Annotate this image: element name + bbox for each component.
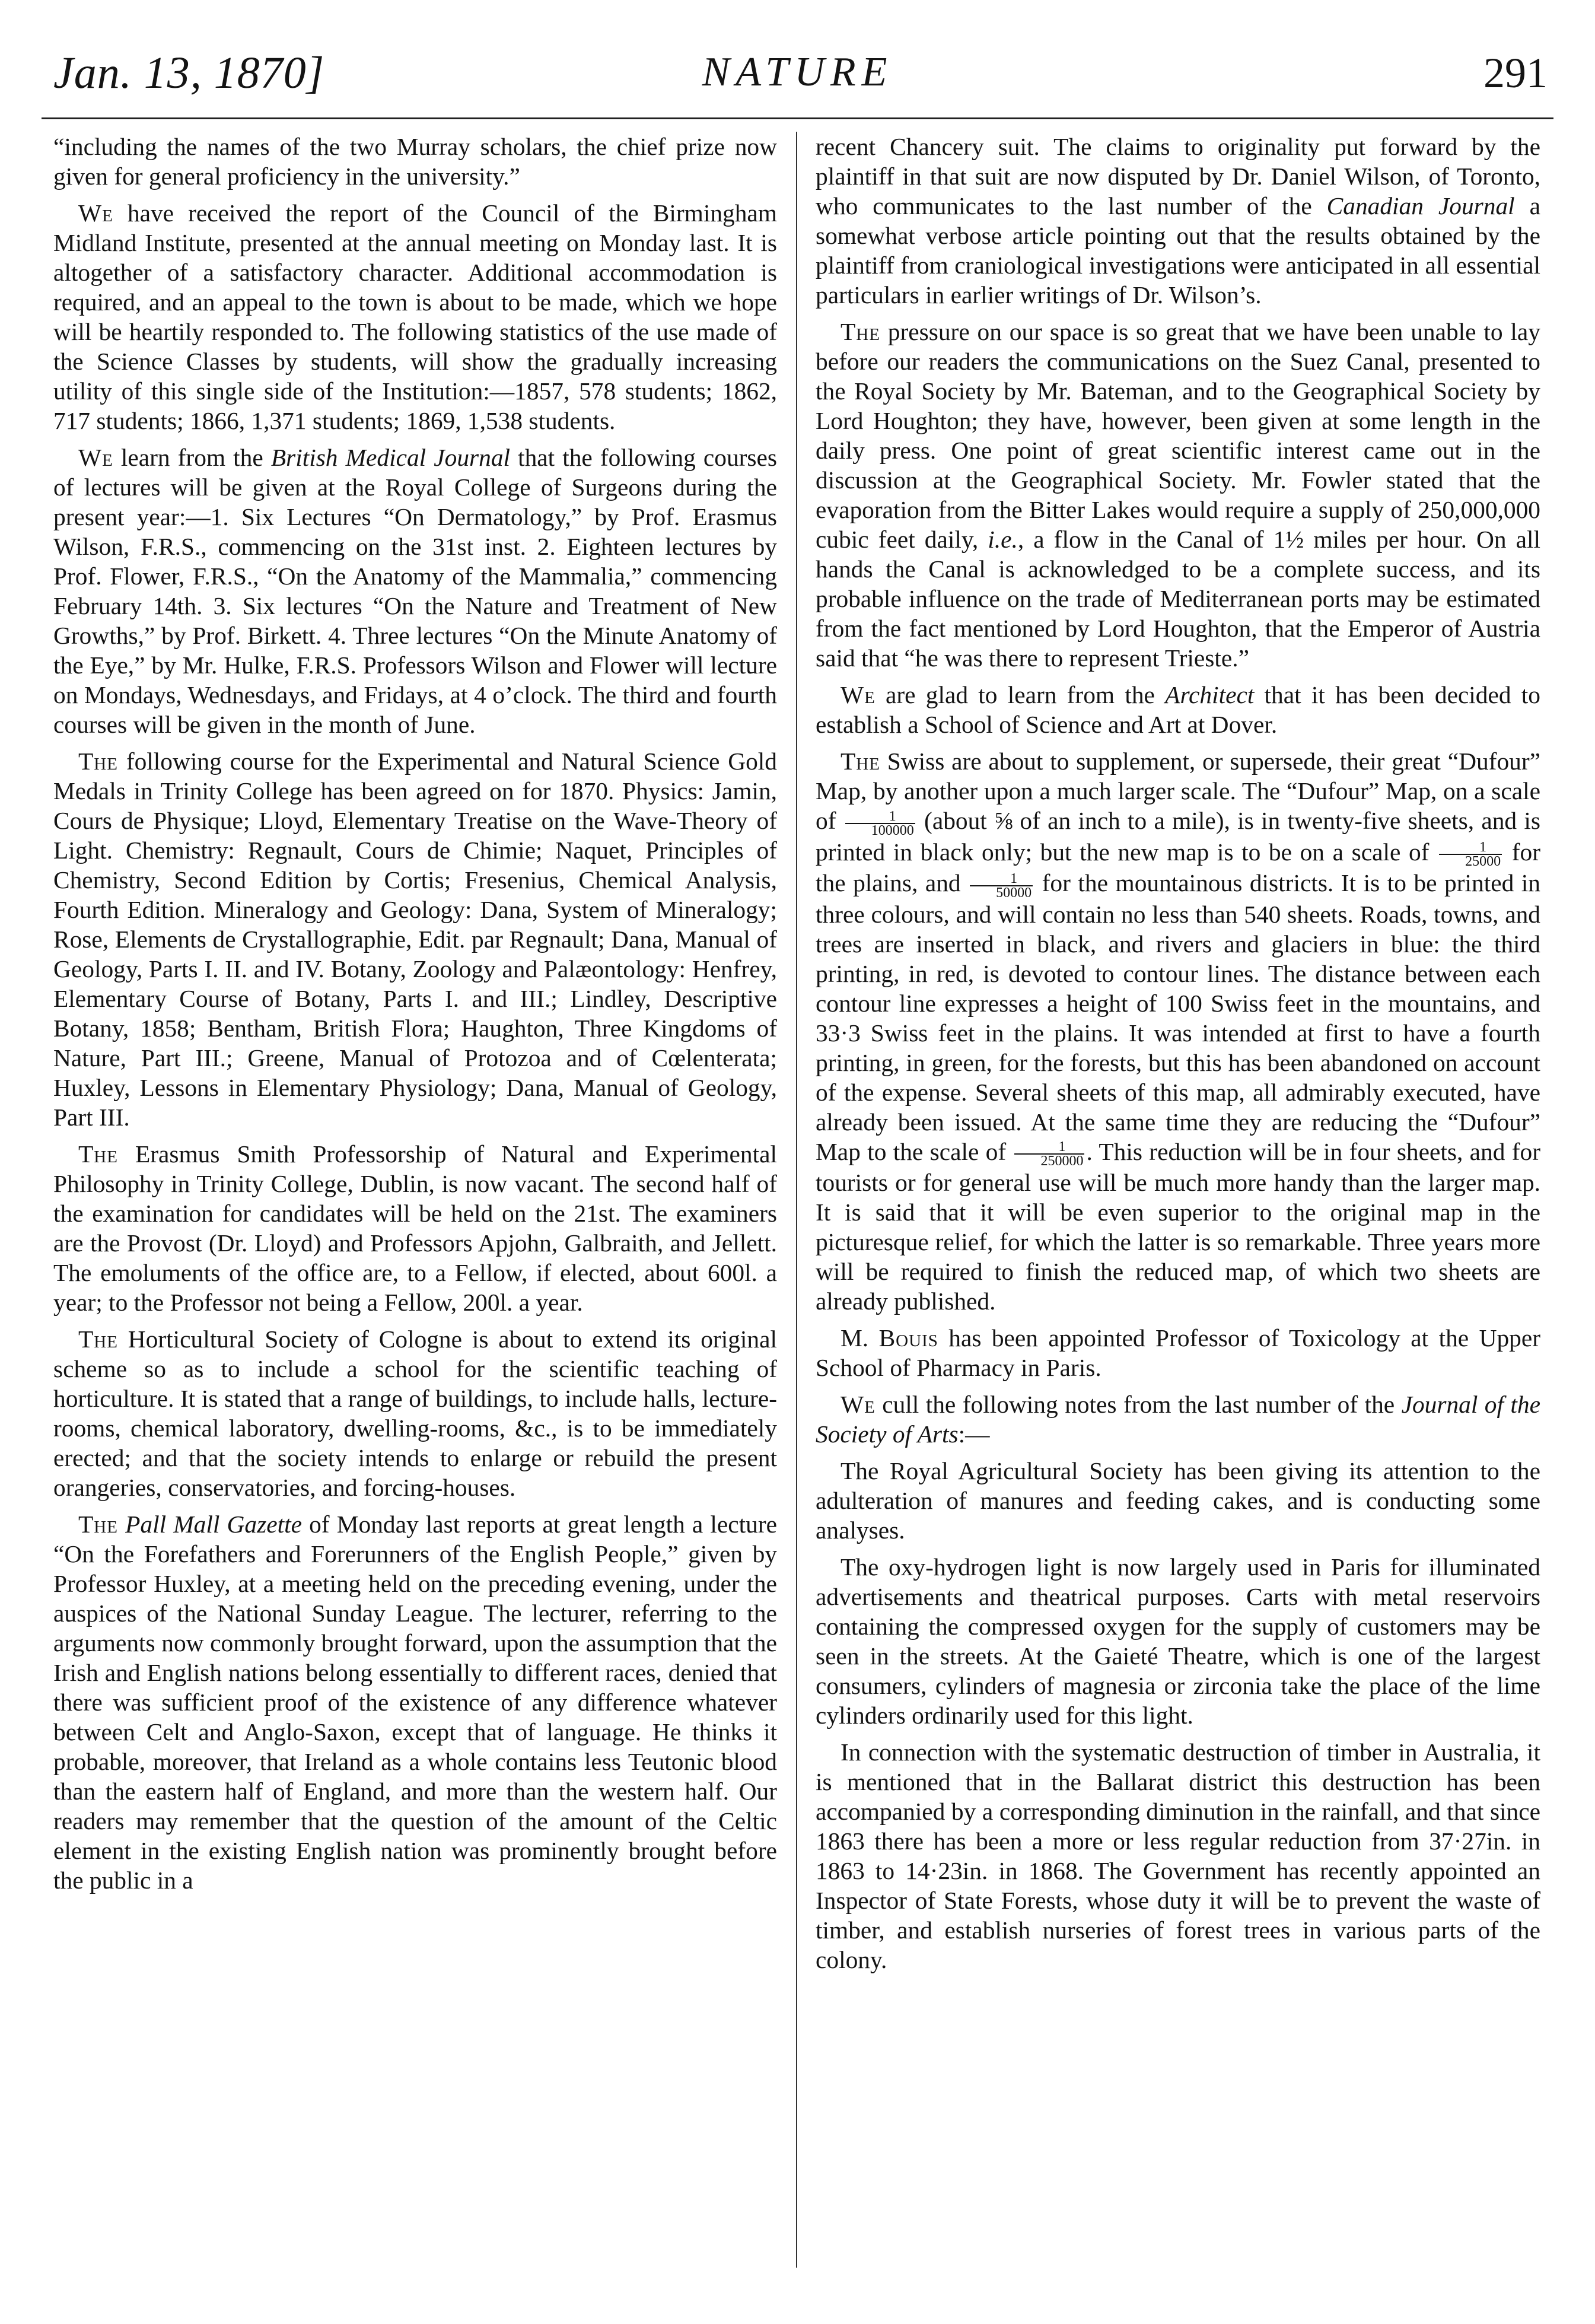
paragraph-oxy-hydrogen-light: The oxy-hydrogen light is now largely used in Paris for illuminated advertisements and theatrical purposes. Carts with metal reservoirs containing the compressed oxygen for the supply of customers may be seen in the streets. At the Gaieté Theatre, which is one of the largest consumers, cylinders of magnesia or zirconia take the place of the lime cylinders ordinarily used for this light. bbox=[816, 1553, 1540, 1729]
scale-fraction-3: $\frac{1}{50000}$ bbox=[970, 872, 1033, 899]
issue-date: Jan. 13, 1870] bbox=[53, 48, 325, 98]
left-column bbox=[53, 132, 777, 2280]
paragraph-dufour-map: The Swiss are about to supplement, or supersede, their great “Dufour” Map, by another upon a much larger scale. The “Dufour” Map, on a scale of $\frac{1}{100000}$ (about ⅝ of an inch to a mile), is in twenty-five sheets, and is printed in black only; but the new map is to be on a scale of $\frac{1}{25000}$ for the plains, and $\frac{1}{50000}$ for the mountainous districts. It is to be printed in three colours, and will contain no less than 540 sheets. Roads, towns, and trees are inserted in black, and rivers and glaciers in blue: the third printing, in red, is devoted to contour lines. The distance between each contour line expresses a height of 100 Swiss feet in the mountains, and 33·3 Swiss feet in the plains. It was intended at first to have a fourth printing, in green, for the forests, but this has been abandoned on account of the expense. Several sheets of this map, all admirably executed, have already been issued. At the same time they are reducing the “Dufour” Map to the scale of $\frac{1}{250000}$ . This reduction will be in four sheets, and for tourists or for general use will be much more handy than the larger map. It is said that it will be even superior to the original map in the picturesque relief, for which the latter is so remarkable. Three years more will be required to finish the reduced map, of which two sheets are already published. bbox=[816, 748, 1540, 1315]
paragraph-dover-school: We are glad to learn from the Architect that it has been decided to establish a School of Science and Art at Dover. bbox=[816, 681, 1540, 738]
paragraph-huxley-lecture: The Pall Mall Gazette of Monday last reports at great length a lecture “On the Forefathers and Forerunners of the English People,” given by Professor Huxley, at a meeting held on the preceding evening, under the auspices of the National Sunday League. The lecturer, referring to the arguments now commonly brought forward, upon the assumption that the Irish and English nations belong essentially to different races, denied that there was sufficient proof of the existence of any difference whatever between Celt and Anglo-Saxon, except that of language. He thinks it probable, moreover, that Ireland as a whole contains less Teutonic blood than the eastern half of England, and more than the western half. Our readers may remember that the question of the amount of the Celtic element in the existing English nation was prominently brought before the public in a bbox=[53, 1511, 777, 1894]
paragraph-agricultural-society: The Royal Agricultural Society has been giving its attention to the adulteration of manures and feeding cakes, and is conducting some analyses. bbox=[816, 1457, 1540, 1544]
right-column bbox=[816, 132, 1540, 2280]
page-header bbox=[42, 42, 1553, 113]
paragraph-trinity-gold-medals: The following course for the Experimental and Natural Science Gold Medals in Trinity College has been agreed on for 1870. Physics: Jamin, Cours de Physique; Lloyd, Elementary Treatise on the Wave-Theory of Light. Chemistry: Regnault, Cours de Chimie; Naquet, Principles of Chemistry, Second Edition by Cortis; Fresenius, Chemical Analysis, Fourth Edition. Mineralogy and Geology: Dana, System of Mineralogy; Rose, Elements de Crystallographie, Edit. par Regnault; Dana, Manual of Geology, Parts I. II. and IV. Botany, Zoology and Palæontology: Henfrey, Elementary Course of Botany, Parts I. and III.; Lindley, Descriptive Botany, 1858; Bentham, British Flora; Haughton, Three Kingdoms of Nature, Part III.; Greene, Manual of Protozoa and of Cœlenterata; Huxley, Lessons in Elementary Physiology; Dana, Manual of Geology, Part III. bbox=[53, 748, 777, 1131]
paragraph-royal-college-lectures: We learn from the British Medical Journal that the following courses of lectures will be given at the Royal College of Surgeons during the present year:—1. Six Lectures “On Dermatology,” by Prof. Erasmus Wilson, F.R.S., commencing on the 31st inst. 2. Eighteen lectures by Prof. Flower, F.R.S., “On the Anatomy of the Mammalia,” commencing February 14th. 3. Six lectures “On the Nature and Treatment of New Growths,” by Prof. Birkett. 4. Three lectures “On the Minute Anatomy of the Eye,” by Mr. Hulke, F.R.S. Professors Wilson and Flower will lecture on Mondays, Wednesdays, and Fridays, at 4 o’clock. The third and fourth courses will be given in the month of June. bbox=[53, 444, 777, 738]
paragraph-suez-canal: The pressure on our space is so great that we have been unable to lay before our readers the communications on the Suez Canal, presented to the Royal Society by Mr. Bateman, and to the Geographical Society by Lord Houghton; they have, however, been given at some length in the daily press. One point of great scientific interest came out in the discussion at the Geographical Society. Mr. Fowler stated that the evaporation from the Bitter Lakes would require a supply of 250,000,000 cubic feet daily, i.e., a flow in the Canal of 1½ miles per hour. On all hands the Canal is acknowledged to be a complete success, and its probable influence on the trade of Mediterranean ports may be estimated from the fact mentioned by Lord Houghton, that the Emperor of Austria said that “he was there to represent Trieste.” bbox=[816, 318, 1540, 672]
page-number: 291 bbox=[1483, 49, 1548, 97]
paragraph-erasmus-smith-professorship: The Erasmus Smith Professorship of Natural and Experimental Philosophy in Trinity College, Dublin, is now vacant. The second half of the examination for candidates will be held on the 21st. The examiners are the Provost (Dr. Lloyd) and Professors Apjohn, Galbraith, and Jellett. The emoluments of the office are, to a Fellow, if elected, about 600l. a year; to the Professor not being a Fellow, 200l. a year. bbox=[53, 1140, 777, 1316]
scale-fraction-1: $\frac{1}{100000}$ bbox=[845, 810, 915, 837]
column-divider bbox=[796, 132, 797, 2268]
paragraph-society-of-arts: We cull the following notes from the last number of the Journal of the Society of Arts:— bbox=[816, 1391, 1540, 1448]
paragraph-australia-timber: In connection with the systematic destruction of timber in Australia, it is mentioned that in the Ballarat district this destruction has been accompanied by a corresponding diminution in the rainfall, and that since 1863 there has been a more or less regular reduction from 37·27in. in 1863 to 14·23in. in 1868. The Government has recently appointed an Inspector of State Forests, whose duty it will be to prevent the waste of timber, and establish nurseries of forest trees in various parts of the colony. bbox=[816, 1738, 1540, 1973]
paragraph-bouis-appointment: M. Bouis has been appointed Professor of Toxicology at the Upper School of Pharmacy in Paris. bbox=[816, 1324, 1540, 1381]
paragraph-chancery-suit: recent Chancery suit. The claims to originality put forward by the plaintiff in that suit are now disputed by Dr. Daniel Wilson, of Toronto, who communicates to the last number of the Canadian Journal a somewhat verbose article pointing out that the results obtained by the plaintiff from craniological investigations were anticipated in all essential particulars in earlier writings of Dr. Wilson’s. bbox=[816, 133, 1540, 309]
scale-fraction-2: $\frac{1}{25000}$ bbox=[1439, 841, 1502, 868]
paragraph-birmingham-institute: We have received the report of the Council of the Birmingham Midland Institute, presented at the annual meeting on Monday last. It is altogether of a satisfactory character. Additional accommodation is required, and an appeal to the town is about to be made, which we hope will be heartily responded to. The following statistics of the use made of the Science Classes by students, will show the gradually increasing utility of this single side of the Institution:—1857, 578 students; 1862, 717 students; 1866, 1,371 students; 1869, 1,538 students. bbox=[53, 199, 777, 434]
scale-fraction-4: $\frac{1}{250000}$ bbox=[1014, 1140, 1084, 1168]
paragraph-horticultural-society: The Horticultural Society of Cologne is about to extend its original scheme so as to include a school for the scientific teaching of horticulture. It is stated that a range of buildings, to include halls, lecture-rooms, chemical laboratory, dwelling-rooms, &c., is to be immediately erected; and that the society intends to enlarge or rebuild the present orangeries, conservatories, and forcing-houses. bbox=[53, 1325, 777, 1501]
journal-title: NATURE bbox=[702, 49, 893, 95]
paragraph-murray-scholars: “including the names of the two Murray scholars, the chief prize now given for general proficiency in the university.” bbox=[53, 133, 777, 190]
header-rule bbox=[42, 117, 1553, 119]
